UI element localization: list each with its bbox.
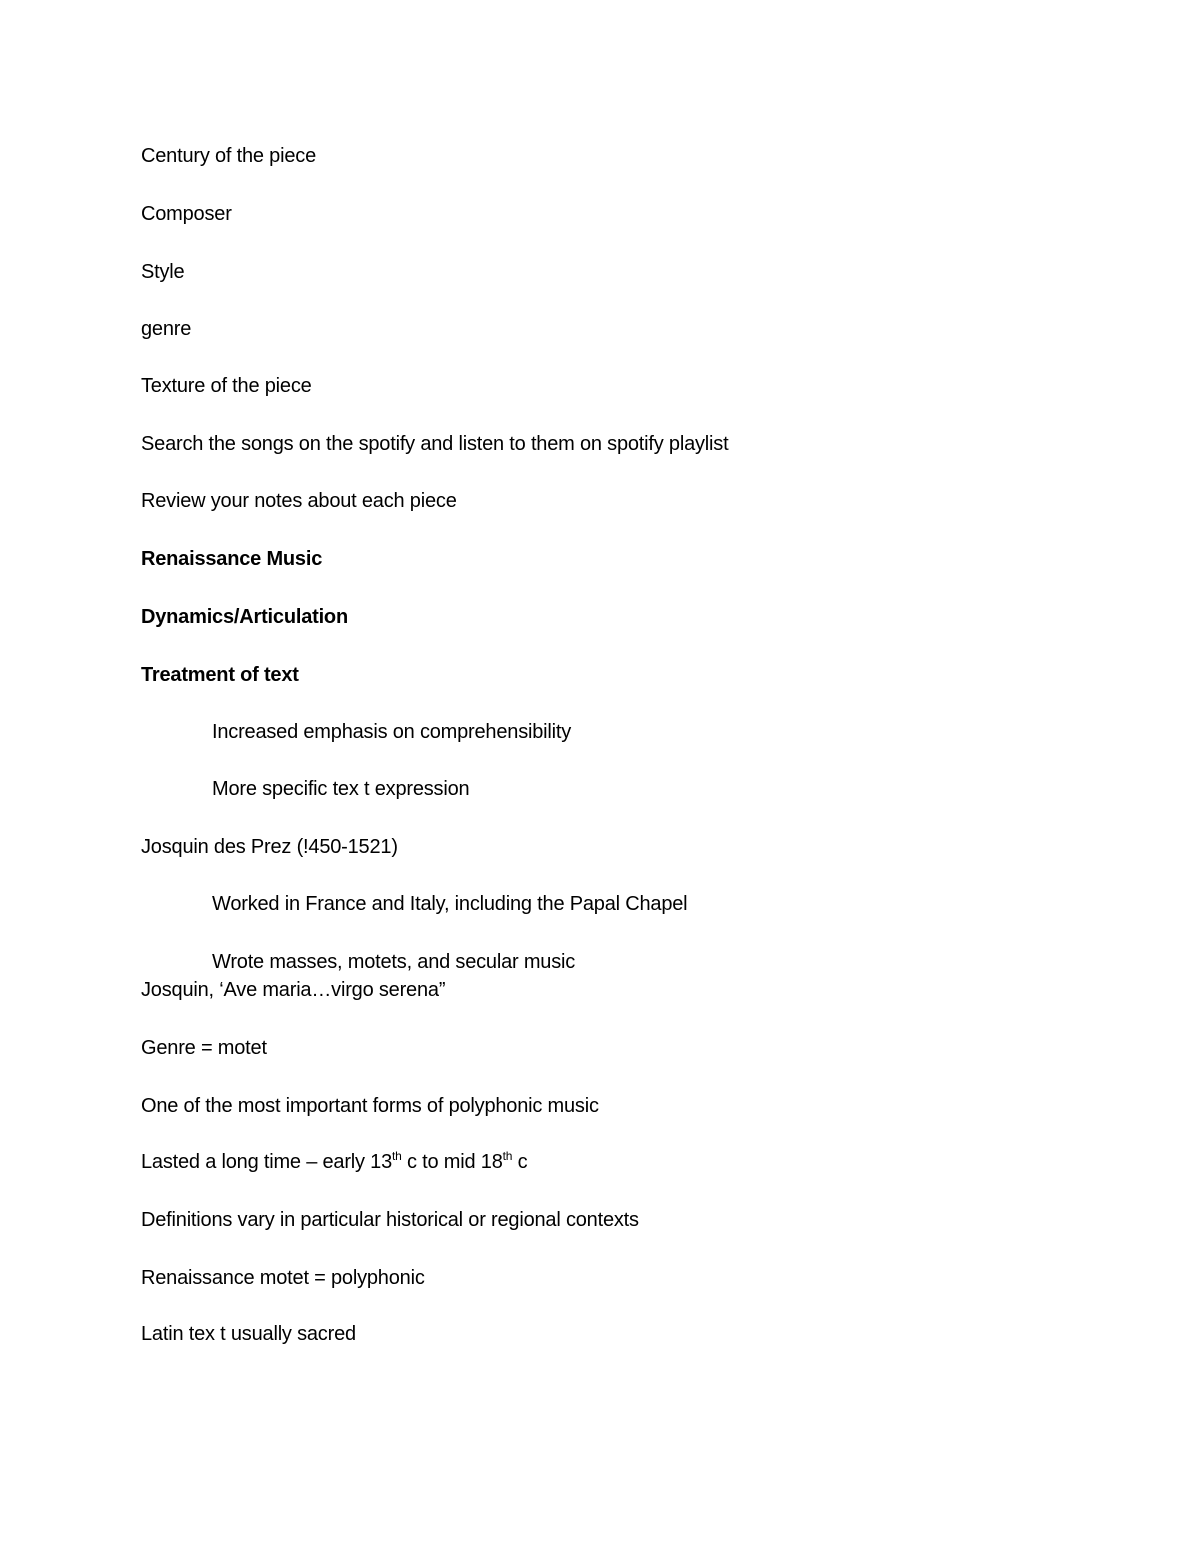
lasted-sup-2: th — [502, 1149, 513, 1163]
line-texture: Texture of the piece — [141, 375, 312, 397]
line-lasted-long-time — [141, 1150, 527, 1174]
line-worked-in-france: Worked in France and Italy, including the Papal Chapel — [212, 893, 688, 915]
heading-dynamics-articulation: Dynamics/Articulation — [141, 606, 348, 628]
line-renaissance-motet: Renaissance motet = polyphonic — [141, 1267, 425, 1289]
line-latin-text: Latin tex t usually sacred — [141, 1323, 356, 1345]
line-style: Style — [141, 261, 185, 283]
line-genre: genre — [141, 318, 192, 340]
lasted-text-1: Lasted a long time – early 13 — [141, 1151, 393, 1173]
line-definitions-vary: Definitions vary in particular historical or regional contexts — [141, 1209, 639, 1231]
heading-renaissance-music: Renaissance Music — [141, 548, 323, 570]
lasted-sup-1: th — [392, 1149, 402, 1163]
line-josquin-des-prez: Josquin des Prez (!450-1521) — [141, 836, 398, 858]
line-wrote-masses: Wrote masses, motets, and secular music — [212, 951, 576, 973]
lasted-text-2: c to mid 18 — [401, 1151, 503, 1173]
line-text-expression: More specific tex t expression — [212, 778, 470, 800]
line-polyphonic-forms: One of the most important forms of polyphonic music — [141, 1095, 599, 1117]
heading-treatment-of-text: Treatment of text — [141, 664, 299, 686]
line-ave-maria: Josquin, ‘Ave maria…virgo serena” — [141, 979, 446, 1001]
line-review-notes: Review your notes about each piece — [141, 490, 457, 512]
line-search-songs: Search the songs on the spotify and listen to them on spotify playlist — [141, 433, 729, 455]
line-genre-motet: Genre = motet — [141, 1037, 267, 1059]
line-comprehensibility: Increased emphasis on comprehensibility — [212, 721, 572, 743]
line-century: Century of the piece — [141, 145, 316, 167]
line-composer: Composer — [141, 203, 232, 225]
lasted-text-3: c — [512, 1151, 528, 1173]
